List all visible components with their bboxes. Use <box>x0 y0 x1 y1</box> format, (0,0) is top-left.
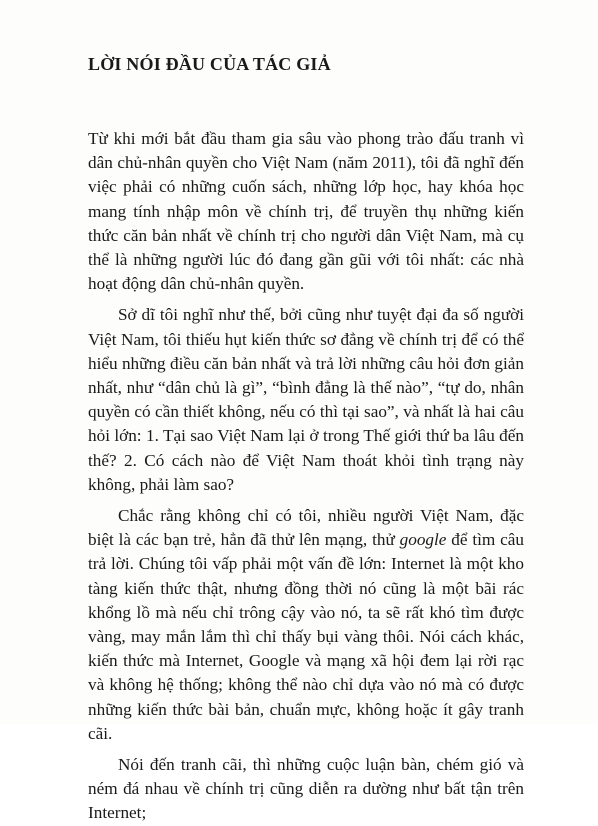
paragraph-3-text-before: Chắc rằng không chỉ có tôi, nhiều người Việt Nam, đặc biệt là các bạn trẻ, hẳn đã thử lên mạng, thử <box>88 506 524 550</box>
paragraph-3-emphasis: google <box>399 530 447 550</box>
body-text <box>88 127 524 826</box>
paragraph-1: Từ khi mới bắt đầu tham gia sâu vào phong trào đấu tranh vì dân chủ-nhân quyền cho Việt Nam (năm 2011), tôi đã nghĩ đến việc phải có những cuốn sách, những lớp học, hay khóa học mang tính nhập môn về chính trị, để truyền thụ những kiến thức căn bản nhất về chính trị cho người dân Việt Nam, mà cụ thể là những người lúc đó đang gần gũi với tôi nhất: các nhà hoạt động dân chủ-nhân quyền. <box>88 129 524 294</box>
paragraph-3-text-after: để tìm câu trả lời. Chúng tôi vấp phải một vấn đề lớn: Internet là một kho tàng kiến thức thật, nhưng đồng thời nó cũng là một bãi rác khổng lồ mà nếu chỉ trông cậy vào nó, ta sẽ rất khó tìm được vàng, may mắn lắm thì chỉ thấy bụi vàng thôi. Nói cách khác, kiến thức mà Internet, Google và mạng xã hội đem lại rời rạc và không hệ thống; không thể nào chỉ dựa vào nó mà có được những kiến thức bài bản, chuẩn mực, không hoặc ít gây tranh cãi. <box>88 530 524 743</box>
paragraph-3 <box>88 504 524 746</box>
chapter-title: LỜI NÓI ĐẦU CỦA TÁC GIẢ <box>88 54 331 74</box>
paragraph-2: Sở dĩ tôi nghĩ như thế, bởi cũng như tuyệt đại đa số người Việt Nam, tôi thiếu hụt kiến thức sơ đẳng về chính trị để có thể hiểu những điều căn bản nhất và trả lời những câu hỏi đơn giản nhất, như “dân chủ là gì”, “bình đẳng là thế nào”, “tự do, nhân quyền có cần thiết không, nếu có thì tại sao”, và nhất là hai câu hỏi lớn: 1. Tại sao Việt Nam lại ở trong Thế giới thứ ba lâu đến thế? 2. Có cách nào để Việt Nam thoát khỏi tình trạng này không, phải làm sao? <box>88 305 524 494</box>
paragraph-4: Nói đến tranh cãi, thì những cuộc luận bàn, chém gió và ném đá nhau về chính trị cũng diễn ra dường như bất tận trên Internet; <box>88 755 524 823</box>
